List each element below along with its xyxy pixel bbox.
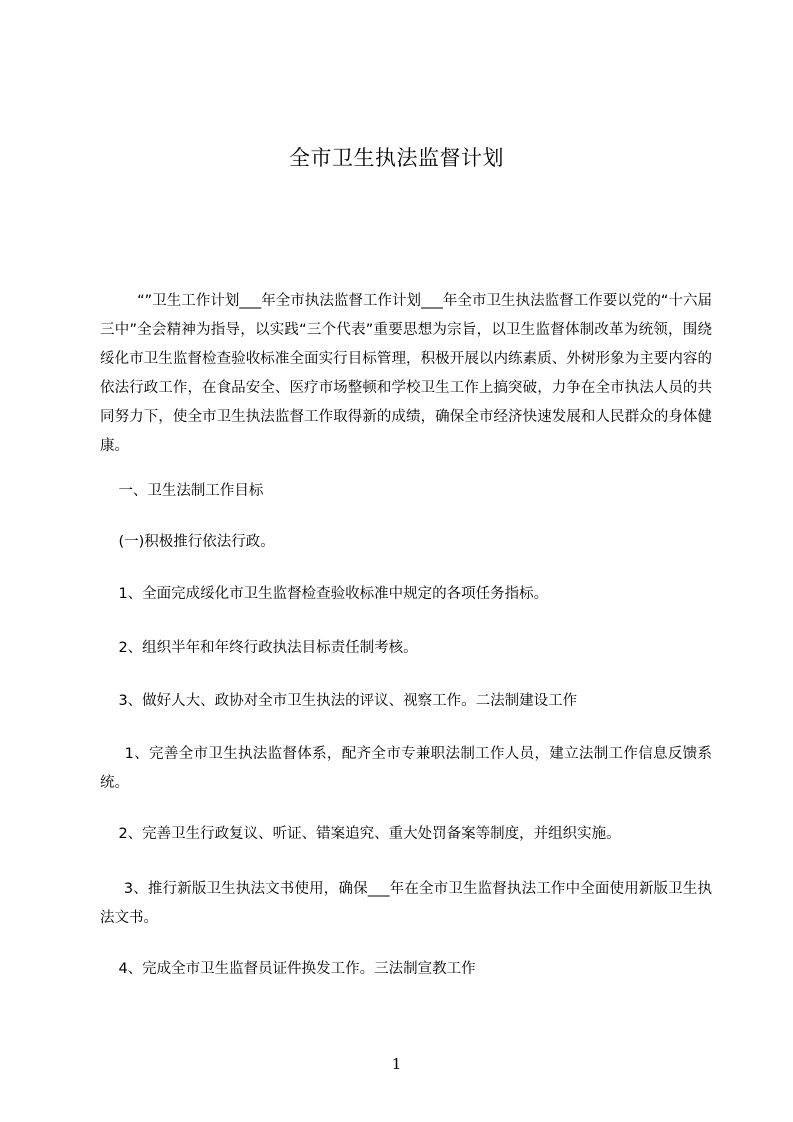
list-item-legal-system-1: 1、完善全市卫生执法监督体系，配齐全市专兼职法制工作人员，建立法制工作信息反馈系统。 [100, 746, 712, 791]
intro-paragraph: “”卫生工作计划___年全市执法监督工作计划___年全市卫生执法监督工作要以党的“十六届三中”全会精神为指导，以实践“三个代表”重要思想为宗旨，以卫生监督体制改革为统领，围绕绥化市卫生监督检查验收标准全面实行目标管理，积极开展以内练素质、外树形象为主要内容的依法行政工作，在食品安全、医疗市场整顿和学校卫生工作上搞突破，力争在全市执法人员的共同努力下，使全市卫生执法监督工作取得新的成绩，确保全市经济快速发展和人民群众的身体健康。 [100, 293, 712, 454]
list-item-3: 3、做好人大、政协对全市卫生执法的评议、视察工作。二法制建设工作 [100, 693, 578, 709]
subsection-heading-administration: (一)积极推行依法行政。 [100, 534, 275, 550]
page-number: 1 [391, 1055, 402, 1073]
list-item-legal-system-3: 3、推行新版卫生执法文书使用，确保___年在全市卫生监督执法工作中全面使用新版卫生执法文书。 [100, 881, 712, 926]
list-item-4: 4、完成全市卫生监督员证件换发工作。三法制宣教工作 [100, 961, 476, 977]
section-heading-legal-goals: 一、卫生法制工作目标 [100, 483, 264, 499]
document-title: 全市卫生执法监督计划 [289, 146, 504, 170]
list-item-2: 2、组织半年和年终行政执法目标责任制考核。 [100, 640, 418, 656]
list-item-legal-system-2: 2、完善卫生行政复议、听证、错案追究、重大处罚备案等制度，并组织实施。 [100, 826, 621, 842]
list-item-1: 1、全面完成绥化市卫生监督检查验收标准中规定的各项任务指标。 [100, 586, 549, 602]
